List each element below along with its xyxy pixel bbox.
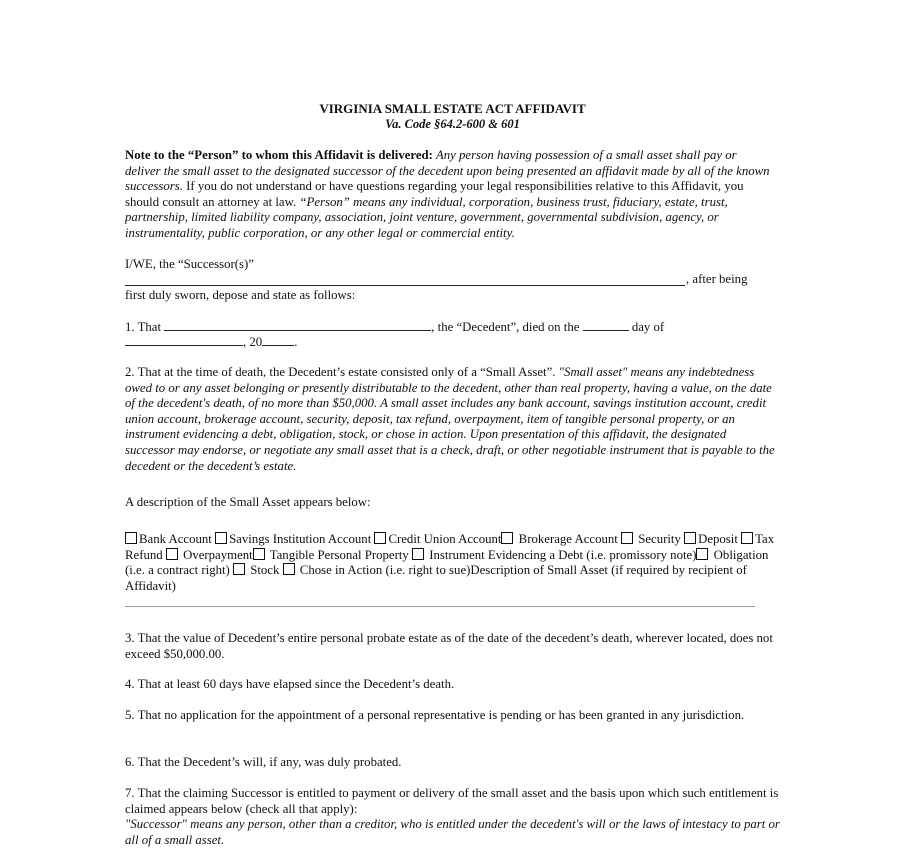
brokerage-account-checkbox[interactable] [501,532,513,544]
successors-label: I/WE, the “Successor(s)” [125,257,254,271]
small-asset-definition: "Small asset" means any indebtedness owed to or any asset belonging or presently distributable to the decedent, other than real property, having a value, on the date of the decedent's death, of no more than $50,000. A small asset includes any bank account, savings institution account, credit union account, brokerage account, security, deposit, tax refund, overpayment, item of tangible personal property, or an instrument evidencing a debt, obligation, stock, or chose in action. Upon presentation of this affidavit, the designated successor may endorse, or negotiate any small asset that is a check, draft, or other negotiable instrument that is payable to the decedent or the decedent’s estate. [125,365,775,473]
security-label: Security [635,532,685,546]
brokerage-account-label: Brokerage Account [515,532,622,546]
period: . [294,335,298,349]
year-prefix: , 20 [243,335,263,349]
decedent-label: , the “Decedent”, died on the [431,320,580,334]
tangible-property-label: Tangible Personal Property [266,547,413,562]
item-2 [125,365,775,474]
item-5: 5. That no application for the appointment of a personal representative is pending or has been granted in any jurisdiction. [125,708,745,722]
note-plain: If you do not understand or have questions regarding your legal responsibilities relative to this Affidavit, you should consult an attorney at law. [125,179,744,209]
security-checkbox[interactable] [621,532,633,544]
bank-account-label: Bank Account [139,532,216,546]
item-7-plain: 7. That the claiming Successor is entitled to payment or delivery of the small asset and the basis upon which such entitlement is claimed appears below (check all that apply): [125,786,779,816]
death-day-line[interactable] [583,319,629,331]
document-title: VIRGINIA SMALL ESTATE ACT AFFIDAVIT [319,101,586,116]
item-6: 6. That the Decedent’s will, if any, was duly probated. [125,755,402,769]
obligation-checkbox[interactable] [696,548,708,560]
successor-definition: "Successor" means any person, other than a creditor, who is entitled under the decedent's will or the laws of intestacy to part or all of a small asset. [125,817,780,847]
tangible-property-checkbox[interactable] [253,548,265,560]
sworn-statement: first duly sworn, depose and state as follows: [125,288,356,302]
overpayment-label: Overpayment [179,547,253,562]
description-line[interactable] [125,606,755,607]
debt-instrument-checkbox[interactable] [412,548,424,560]
after-being-text: , after being [686,272,748,286]
note-italic-1: Any person having possession of a small asset shall pay or deliver the small asset to the designated successor of the decedent upon being presented an affidavit made by all of the known successors. [125,148,770,194]
savings-institution-label: Savings Institution Account [229,532,375,546]
day-of-label: day of [631,320,665,334]
note-paragraph [125,148,775,242]
stock-checkbox[interactable] [233,563,245,575]
description-trailer: Description of Small Asset (if required by recipient of Affidavit) [125,563,747,593]
item-4: 4. That at least 60 days have elapsed since the Decedent’s death. [125,677,455,691]
description-label: A description of the Small Asset appears below: [125,495,371,509]
overpayment-checkbox[interactable] [166,548,178,560]
statute-citation: Va. Code §64.2-600 & 601 [385,117,520,131]
chose-in-action-checkbox[interactable] [283,563,295,575]
item-1-number: 1. That [125,320,162,334]
chose-in-action-label: Chose in Action (i.e. right to sue) [296,563,471,578]
deposit-label: Deposit [698,532,742,546]
item-7 [125,786,785,848]
credit-union-checkbox[interactable] [374,532,386,544]
note-lead: Note to the “Person” to whom this Affidavit is delivered: [125,148,433,162]
death-year-line[interactable] [262,334,294,346]
decedent-name-line[interactable] [164,319,431,331]
item-1-date [125,334,775,351]
debt-instrument-label: Instrument Evidencing a Debt (i.e. promissory note) [426,547,697,562]
deposit-checkbox[interactable] [684,532,696,544]
tax-refund-label: Tax Refund [125,532,775,562]
stock-label: Stock [247,563,283,578]
item-2-plain: 2. That at the time of death, the Decedent’s estate consisted only of a “Small Asset”. [125,365,559,379]
savings-institution-checkbox[interactable] [215,532,227,544]
asset-type-checklist [125,532,780,594]
item-3: 3. That the value of Decedent’s entire personal probate estate as of the date of the decedent’s death, wherever located, does not exceed $50,000.00. [125,631,773,661]
person-definition: “Person” means any individual, corporation, business trust, fiduciary, estate, trust, partnership, limited liability company, association, joint venture, government, governmental subdivision, agency, or instrumentality, public corporation, or any other legal or commercial entity. [125,194,728,240]
credit-union-label: Credit Union Account [388,532,502,546]
tax-refund-checkbox[interactable] [741,532,753,544]
bank-account-checkbox[interactable] [125,532,137,544]
successors-name-line[interactable] [125,285,685,286]
death-month-line[interactable] [125,334,243,346]
obligation-label: Obligation (i.e. a contract right) [125,547,769,578]
